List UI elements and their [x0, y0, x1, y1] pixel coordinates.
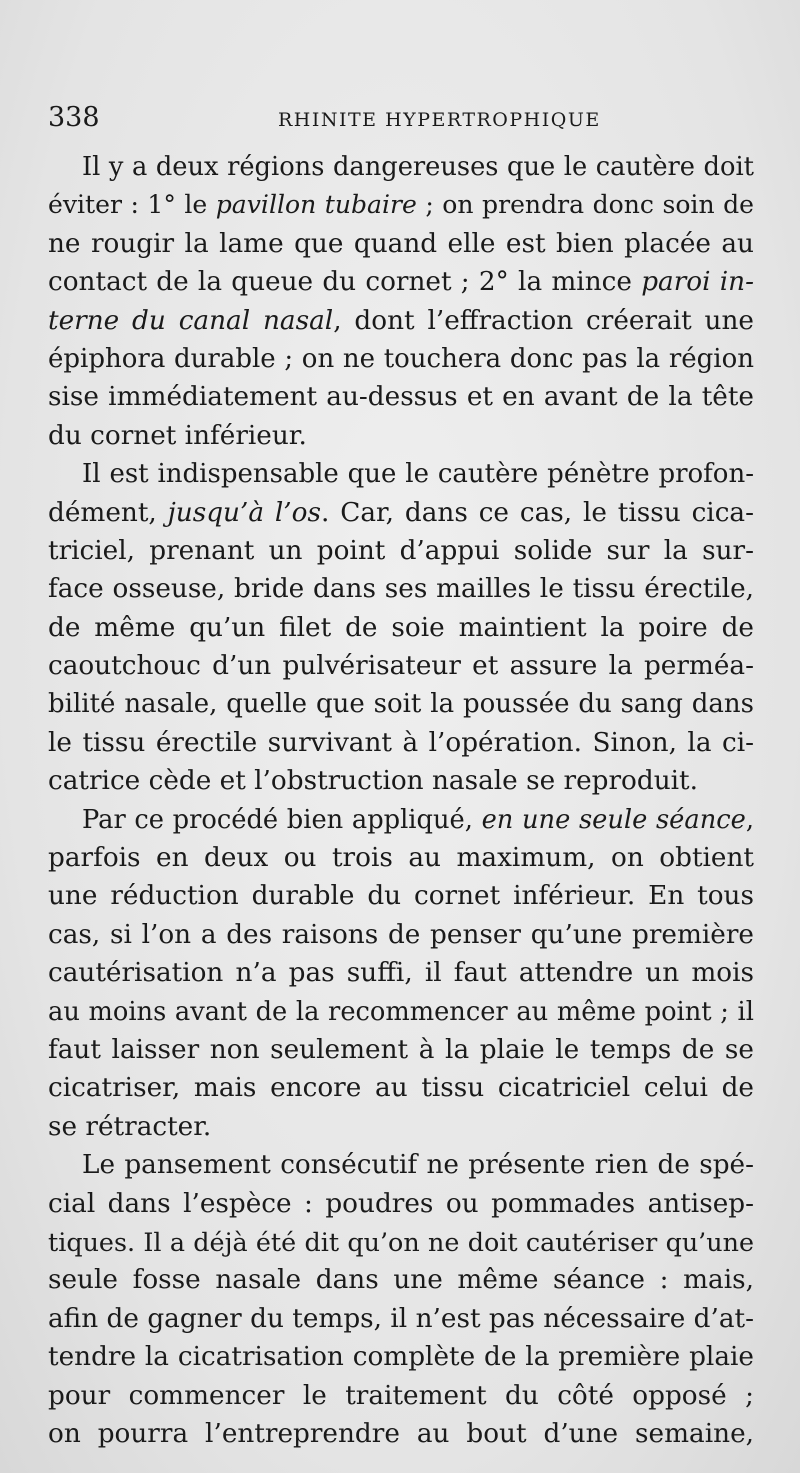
text-segment: contact de la queue du cornet ; 2° la mince	[48, 267, 642, 298]
text-segment: Il est indispensable que le cautère pénètre profon-	[82, 459, 754, 490]
text-line	[48, 916, 754, 954]
text-segment: parfois en deux ou trois au maximum, on obtient	[48, 843, 754, 874]
text-segment: triciel, prenant un point d’appui solide sur la sur-	[48, 535, 754, 566]
text-line	[48, 302, 754, 340]
text-line	[48, 762, 754, 800]
italic-text: pavillon tubaire	[215, 190, 417, 220]
italic-text: paroi in-	[641, 267, 754, 298]
text-segment: au moins avant de la recommencer au même point ; il	[48, 996, 754, 1027]
text-segment: ne rougir la lame que quand elle est bien placée au	[48, 228, 754, 259]
text-line	[48, 954, 754, 992]
text-segment: cas, si l’on a des raisons de penser qu’une première	[48, 919, 754, 950]
text-segment: sise immédiatement au-dessus et en avant de la tête	[48, 382, 754, 413]
text-segment: tendre la cicatrisation complète de la première plaie	[48, 1342, 754, 1373]
text-line	[48, 570, 754, 608]
text-segment: une réduction durable du cornet inférieur. En tous	[48, 881, 754, 912]
italic-text: jusqu’à l’os	[167, 497, 321, 528]
text-line	[48, 801, 754, 839]
text-line	[48, 1108, 754, 1146]
text-line	[48, 186, 754, 224]
text-line	[48, 609, 754, 647]
text-line	[48, 417, 754, 455]
text-line	[48, 877, 754, 915]
text-segment: ; on prendra donc soin de	[416, 190, 754, 220]
text-line	[48, 839, 754, 877]
text-line	[48, 1185, 754, 1223]
body-text	[48, 148, 754, 1453]
text-segment: cautérisation n’a pas suffi, il faut attendre un mois	[48, 958, 754, 989]
text-segment: Le pansement consécutif ne présente rien de spé-	[82, 1150, 754, 1181]
text-segment: pour commencer le traitement du côté opposé ;	[48, 1380, 754, 1411]
text-line	[48, 1031, 754, 1069]
text-segment: tiques. Il a déjà été dit qu’on ne doit cautériser qu’une	[48, 1226, 754, 1257]
text-segment: dément,	[48, 497, 168, 528]
text-line	[48, 1415, 754, 1453]
text-line	[48, 1223, 754, 1261]
text-segment: éviter : 1° le	[48, 190, 216, 220]
text-line	[48, 532, 754, 570]
text-line	[48, 685, 754, 723]
text-segment: Par ce procédé bien appliqué,	[82, 804, 482, 835]
text-segment: cicatriser, mais encore au tissu cicatriciel celui de	[48, 1073, 754, 1104]
text-line	[48, 1069, 754, 1107]
page-header	[48, 100, 768, 140]
text-line	[48, 1261, 754, 1299]
text-line	[48, 148, 754, 186]
text-segment: on pourra l’entreprendre au bout d’une semaine,	[48, 1418, 754, 1449]
text-line	[48, 1300, 754, 1338]
text-line	[48, 494, 754, 532]
text-segment: caoutchouc d’un pulvérisateur et assure la perméa-	[48, 651, 754, 682]
text-line	[48, 1338, 754, 1376]
text-line	[48, 378, 754, 416]
text-segment: afin de gagner du temps, il n’est pas nécessaire d’at-	[48, 1303, 754, 1334]
text-segment: faut laisser non seulement à la plaie le temps de se	[48, 1034, 754, 1065]
text-line	[48, 263, 754, 301]
italic-text: terne du canal nasal	[48, 305, 334, 336]
text-segment: se rétracter.	[48, 1111, 212, 1142]
text-segment: du cornet inférieur.	[48, 420, 307, 451]
text-segment: , dont l’effraction créerait une	[333, 305, 754, 336]
running-title: RHINITE HYPERTROPHIQUE	[278, 109, 601, 131]
text-segment: de même qu’un filet de soie maintient la poire de	[48, 612, 754, 643]
text-segment: épiphora durable ; on ne touchera donc pas la région	[48, 343, 754, 374]
text-line	[48, 1377, 754, 1415]
text-segment: cial dans l’espèce : poudres ou pommades antisep-	[48, 1188, 754, 1219]
text-segment: . Car, dans ce cas, le tissu cica-	[320, 497, 754, 528]
text-segment: catrice cède et l’obstruction nasale se reproduit.	[48, 766, 698, 797]
text-line	[48, 225, 754, 263]
text-segment: le tissu érectile survivant à l’opération. Sinon, la ci-	[48, 727, 754, 758]
text-line	[48, 1146, 754, 1184]
text-segment: Il y a deux régions dangereuses que le cautère doit	[82, 152, 754, 182]
text-line	[48, 647, 754, 685]
text-line	[48, 340, 754, 378]
text-line	[48, 993, 754, 1031]
text-segment: face osseuse, bride dans ses mailles le tissu érectile,	[48, 574, 754, 605]
text-line	[48, 724, 754, 762]
italic-text: en une seule séance	[481, 804, 746, 835]
text-segment: seule fosse nasale dans une même séance : mais,	[48, 1265, 754, 1296]
text-segment: bilité nasale, quelle que soit la poussée du sang dans	[48, 689, 754, 720]
text-segment: ,	[745, 804, 754, 835]
page-number: 338	[48, 102, 100, 133]
text-line	[48, 455, 754, 493]
